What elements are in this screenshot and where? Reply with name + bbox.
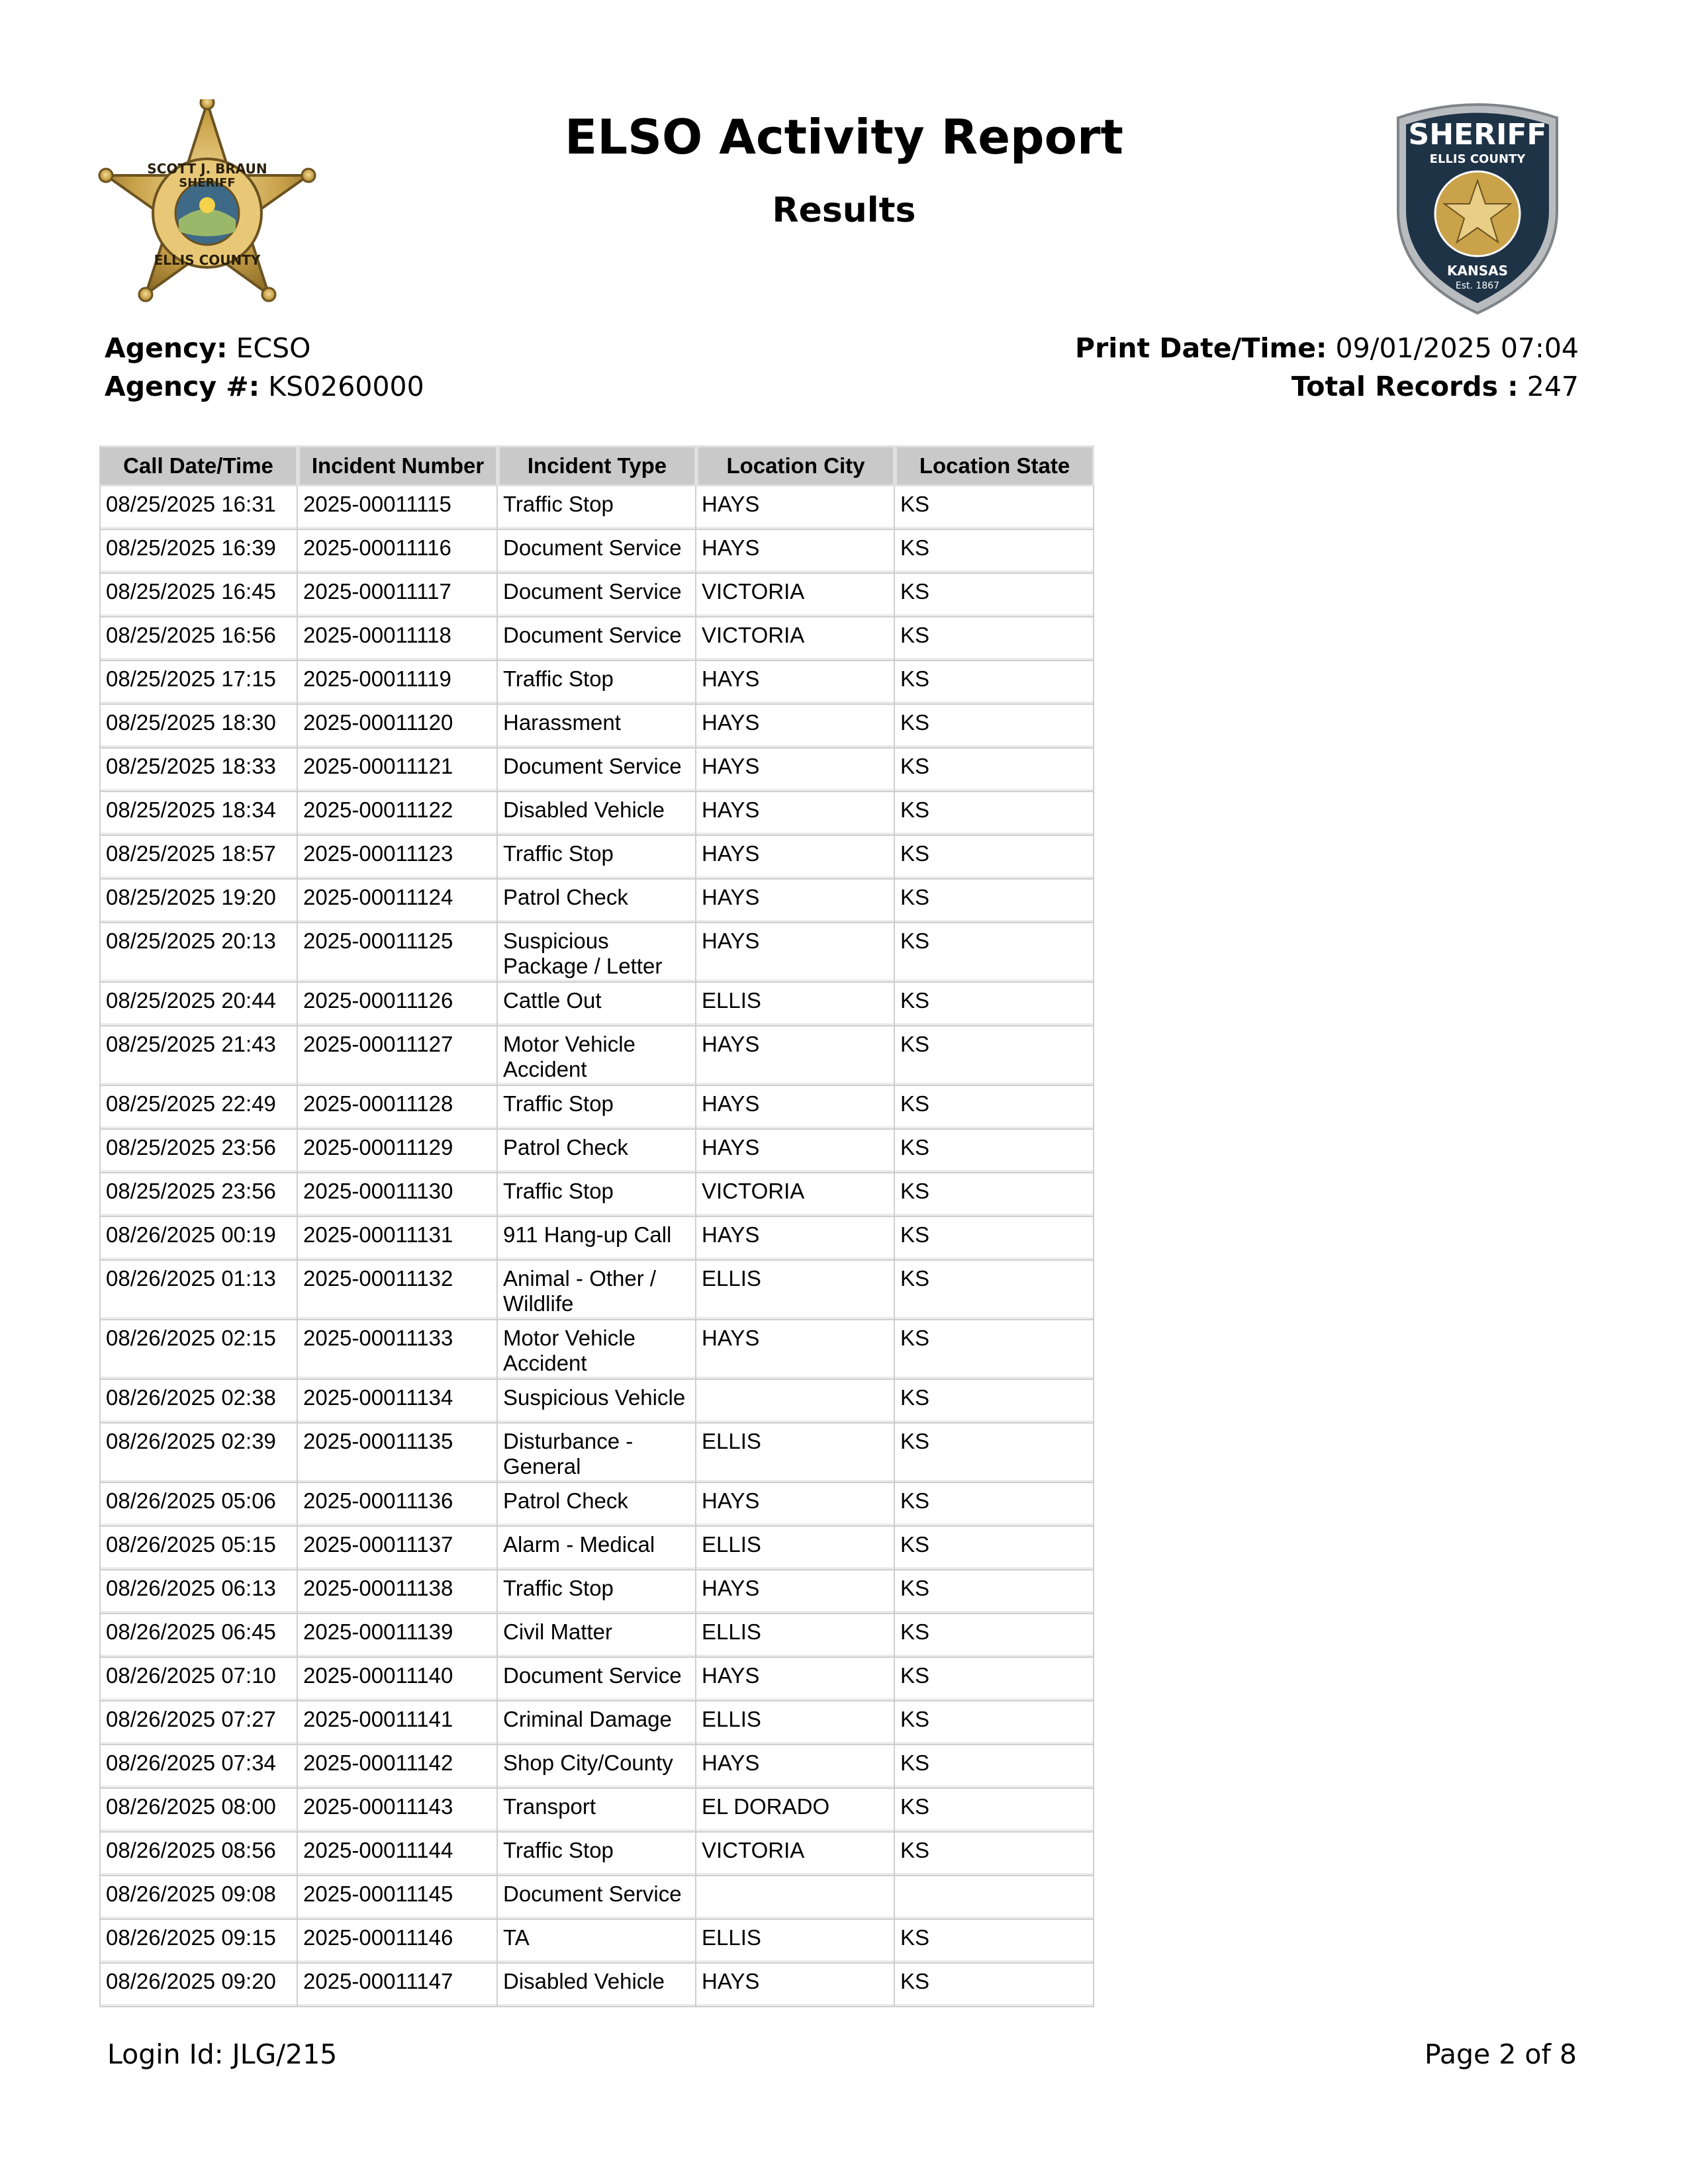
column-header: Location City [696,445,895,486]
incident-type-cell: Patrol Check [498,880,696,923]
agency-number-line [105,367,424,406]
incident-number-cell: 2025-00011131 [298,1217,498,1261]
call-datetime-cell: 08/26/2025 07:10 [99,1658,298,1702]
column-header: Location State [895,445,1094,486]
table-row [99,1320,1094,1380]
location-city-cell: HAYS [696,486,895,530]
location-city-cell: ELLIS [696,1527,895,1570]
location-state-cell: KS [895,1424,1094,1483]
call-datetime-cell: 08/25/2025 17:15 [99,661,298,705]
incident-type-cell: Document Service [498,574,696,617]
agency-number-label: Agency #: [105,371,260,402]
incident-number-cell: 2025-00011115 [298,486,498,530]
location-city-cell: ELLIS [696,1424,895,1483]
login-id: Login Id: JLG/215 [107,2038,338,2070]
location-state-cell: KS [895,836,1094,880]
incident-type-cell: Suspicious Package / Letter [498,923,696,983]
incident-number-cell: 2025-00011123 [298,836,498,880]
location-state-cell: KS [895,1789,1094,1833]
location-city-cell: HAYS [696,1658,895,1702]
location-city-cell: HAYS [696,923,895,983]
incident-type-cell: Criminal Damage [498,1702,696,1745]
call-datetime-cell: 08/25/2025 18:33 [99,749,298,792]
incident-number-cell: 2025-00011121 [298,749,498,792]
incident-type-cell: Disabled Vehicle [498,1964,696,2007]
table-row [99,923,1094,983]
call-datetime-cell: 08/25/2025 21:43 [99,1026,298,1086]
print-date-label: Print Date/Time: [1075,332,1327,364]
print-date-line [1075,329,1579,367]
column-header: Incident Type [498,445,696,486]
call-datetime-cell: 08/26/2025 05:06 [99,1483,298,1527]
call-datetime-cell: 08/25/2025 18:34 [99,792,298,836]
star-logo-county: ELLIS COUNTY [154,252,261,268]
table-row [99,1130,1094,1173]
report-title: ELSO Activity Report [565,109,1123,165]
incident-type-cell: Traffic Stop [498,661,696,705]
incident-number-cell: 2025-00011127 [298,1026,498,1086]
location-city-cell: HAYS [696,1217,895,1261]
call-datetime-cell: 08/25/2025 18:30 [99,705,298,749]
table-row [99,1424,1094,1483]
incident-type-cell: Traffic Stop [498,836,696,880]
call-datetime-cell: 08/26/2025 09:15 [99,1920,298,1964]
call-datetime-cell: 08/26/2025 02:38 [99,1380,298,1424]
location-state-cell: KS [895,1527,1094,1570]
incident-type-cell: Traffic Stop [498,1570,696,1614]
table-row [99,574,1094,617]
location-state-cell: KS [895,1320,1094,1380]
incident-type-cell: Patrol Check [498,1483,696,1527]
agency-info [105,329,424,406]
location-state-cell: KS [895,1173,1094,1217]
call-datetime-cell: 08/26/2025 07:27 [99,1702,298,1745]
incident-number-cell: 2025-00011122 [298,792,498,836]
location-state-cell: KS [895,923,1094,983]
table-row [99,880,1094,923]
location-state-cell: KS [895,792,1094,836]
table-row [99,1217,1094,1261]
location-state-cell: KS [895,705,1094,749]
location-city-cell: VICTORIA [696,574,895,617]
table-row [99,749,1094,792]
table-row [99,792,1094,836]
patch-est-text: Est. 1867 [1455,281,1500,291]
location-city-cell: HAYS [696,836,895,880]
call-datetime-cell: 08/25/2025 23:56 [99,1173,298,1217]
column-header: Incident Number [298,445,498,486]
incident-type-cell: Harassment [498,705,696,749]
incident-type-cell: Transport [498,1789,696,1833]
incident-type-cell: Traffic Stop [498,1173,696,1217]
location-city-cell: HAYS [696,1964,895,2007]
incident-type-cell: Alarm - Medical [498,1527,696,1570]
incident-type-cell: Traffic Stop [498,1086,696,1130]
total-records-label: Total Records : [1291,371,1519,402]
table-row [99,1380,1094,1424]
location-state-cell: KS [895,983,1094,1026]
incident-number-cell: 2025-00011126 [298,983,498,1026]
incident-number-cell: 2025-00011118 [298,617,498,661]
page-number: Page 2 of 8 [1424,2038,1577,2070]
table-row [99,1261,1094,1320]
table-row [99,1614,1094,1658]
star-logo-name: SCOTT J. BRAUN [147,161,267,177]
location-state-cell: KS [895,1130,1094,1173]
table-row [99,1920,1094,1964]
location-city-cell [696,1380,895,1424]
table-row [99,1833,1094,1876]
call-datetime-cell: 08/25/2025 19:20 [99,880,298,923]
location-city-cell: HAYS [696,530,895,574]
table-row [99,1527,1094,1570]
incident-type-cell: Document Service [498,749,696,792]
incident-number-cell: 2025-00011137 [298,1527,498,1570]
incident-number-cell: 2025-00011116 [298,530,498,574]
location-city-cell: HAYS [696,1570,895,1614]
table-row [99,1026,1094,1086]
incident-number-cell: 2025-00011132 [298,1261,498,1320]
call-datetime-cell: 08/25/2025 23:56 [99,1130,298,1173]
table-row [99,1964,1094,2007]
incident-number-cell: 2025-00011141 [298,1702,498,1745]
call-datetime-cell: 08/26/2025 08:56 [99,1833,298,1876]
call-datetime-cell: 08/26/2025 06:13 [99,1570,298,1614]
location-city-cell: HAYS [696,1320,895,1380]
incident-type-cell: Motor Vehicle Accident [498,1026,696,1086]
location-state-cell: KS [895,574,1094,617]
incident-number-cell: 2025-00011117 [298,574,498,617]
agency-line [105,329,424,367]
table-row [99,1483,1094,1527]
table-row [99,1789,1094,1833]
table-body [99,486,1094,2007]
location-city-cell: HAYS [696,705,895,749]
incident-number-cell: 2025-00011125 [298,923,498,983]
call-datetime-cell: 08/26/2025 09:20 [99,1964,298,2007]
location-city-cell: ELLIS [696,1702,895,1745]
incident-type-cell: Traffic Stop [498,486,696,530]
agency-value: ECSO [236,332,311,364]
call-datetime-cell: 08/26/2025 05:15 [99,1527,298,1570]
location-state-cell [895,1876,1094,1920]
location-city-cell: HAYS [696,1026,895,1086]
incident-type-cell: Motor Vehicle Accident [498,1320,696,1380]
location-city-cell: ELLIS [696,1920,895,1964]
location-city-cell: VICTORIA [696,1833,895,1876]
incident-type-cell: Disabled Vehicle [498,792,696,836]
location-state-cell: KS [895,1086,1094,1130]
location-state-cell: KS [895,1658,1094,1702]
incident-type-cell: Document Service [498,1876,696,1920]
incident-number-cell: 2025-00011142 [298,1745,498,1789]
column-header: Call Date/Time [99,445,298,486]
call-datetime-cell: 08/25/2025 20:13 [99,923,298,983]
call-datetime-cell: 08/25/2025 16:45 [99,574,298,617]
incident-number-cell: 2025-00011130 [298,1173,498,1217]
print-info [1075,329,1579,406]
call-datetime-cell: 08/25/2025 18:57 [99,836,298,880]
location-state-cell: KS [895,1261,1094,1320]
call-datetime-cell: 08/26/2025 08:00 [99,1789,298,1833]
incident-type-cell: Document Service [498,617,696,661]
location-state-cell: KS [895,1833,1094,1876]
incident-type-cell: Civil Matter [498,1614,696,1658]
call-datetime-cell: 08/26/2025 06:45 [99,1614,298,1658]
incident-number-cell: 2025-00011140 [298,1658,498,1702]
call-datetime-cell: 08/25/2025 20:44 [99,983,298,1026]
incident-number-cell: 2025-00011134 [298,1380,498,1424]
location-state-cell: KS [895,1217,1094,1261]
location-city-cell: HAYS [696,1130,895,1173]
table-row [99,1658,1094,1702]
total-records-line [1075,367,1579,406]
table-row [99,836,1094,880]
activity-table [99,445,1094,2007]
call-datetime-cell: 08/25/2025 16:39 [99,530,298,574]
call-datetime-cell: 08/26/2025 02:15 [99,1320,298,1380]
incident-type-cell: Patrol Check [498,1130,696,1173]
incident-number-cell: 2025-00011133 [298,1320,498,1380]
location-city-cell: VICTORIA [696,617,895,661]
incident-number-cell: 2025-00011139 [298,1614,498,1658]
call-datetime-cell: 08/26/2025 02:39 [99,1424,298,1483]
incident-number-cell: 2025-00011124 [298,880,498,923]
table-row [99,705,1094,749]
report-subtitle: Results [772,191,916,230]
table-row [99,1173,1094,1217]
patch-county-text: ELLIS COUNTY [1429,152,1526,166]
incident-type-cell: TA [498,1920,696,1964]
location-state-cell: KS [895,1964,1094,2007]
location-state-cell: KS [895,530,1094,574]
agency-label: Agency: [105,332,228,364]
location-city-cell: HAYS [696,880,895,923]
table-row [99,486,1094,530]
location-state-cell: KS [895,1483,1094,1527]
patch-sheriff-text: SHERIFF [1408,118,1547,152]
incident-type-cell: Animal - Other / Wildlife [498,1261,696,1320]
location-city-cell: ELLIS [696,1614,895,1658]
incident-number-cell: 2025-00011146 [298,1920,498,1964]
call-datetime-cell: 08/26/2025 01:13 [99,1261,298,1320]
incident-number-cell: 2025-00011138 [298,1570,498,1614]
incident-number-cell: 2025-00011147 [298,1964,498,2007]
location-state-cell: KS [895,749,1094,792]
location-state-cell: KS [895,661,1094,705]
location-state-cell: KS [895,1745,1094,1789]
incident-type-cell: Suspicious Vehicle [498,1380,696,1424]
call-datetime-cell: 08/26/2025 07:34 [99,1745,298,1789]
call-datetime-cell: 08/25/2025 16:56 [99,617,298,661]
incident-number-cell: 2025-00011119 [298,661,498,705]
call-datetime-cell: 08/25/2025 16:31 [99,486,298,530]
call-datetime-cell: 08/26/2025 00:19 [99,1217,298,1261]
table-row [99,983,1094,1026]
location-city-cell: VICTORIA [696,1173,895,1217]
location-city-cell: ELLIS [696,1261,895,1320]
location-city-cell [696,1876,895,1920]
location-state-cell: KS [895,617,1094,661]
location-city-cell: HAYS [696,749,895,792]
table-row [99,530,1094,574]
call-datetime-cell: 08/25/2025 22:49 [99,1086,298,1130]
incident-type-cell: Document Service [498,530,696,574]
table-row [99,1876,1094,1920]
location-state-cell: KS [895,1570,1094,1614]
location-state-cell: KS [895,1614,1094,1658]
location-city-cell: HAYS [696,792,895,836]
incident-number-cell: 2025-00011136 [298,1483,498,1527]
agency-number-value: KS0260000 [268,371,424,402]
location-city-cell: HAYS [696,1483,895,1527]
incident-type-cell: Cattle Out [498,983,696,1026]
incident-type-cell: Document Service [498,1658,696,1702]
location-state-cell: KS [895,1026,1094,1086]
table-row [99,1086,1094,1130]
table-row [99,661,1094,705]
incident-type-cell: 911 Hang-up Call [498,1217,696,1261]
call-datetime-cell: 08/26/2025 09:08 [99,1876,298,1920]
table-row [99,1745,1094,1789]
incident-number-cell: 2025-00011144 [298,1833,498,1876]
incident-number-cell: 2025-00011129 [298,1130,498,1173]
location-city-cell: ELLIS [696,983,895,1026]
incident-type-cell: Shop City/County [498,1745,696,1789]
location-city-cell: EL DORADO [696,1789,895,1833]
location-city-cell: HAYS [696,1745,895,1789]
location-state-cell: KS [895,486,1094,530]
print-date-value: 09/01/2025 07:04 [1335,332,1579,364]
total-records-value: 247 [1526,371,1579,402]
incident-number-cell: 2025-00011128 [298,1086,498,1130]
table-row [99,1702,1094,1745]
incident-number-cell: 2025-00011135 [298,1424,498,1483]
star-logo-title: SHERIFF [179,176,236,190]
incident-number-cell: 2025-00011145 [298,1876,498,1920]
location-state-cell: KS [895,880,1094,923]
patch-state-text: KANSAS [1446,263,1509,279]
incident-type-cell: Traffic Stop [498,1833,696,1876]
location-state-cell: KS [895,1920,1094,1964]
location-city-cell: HAYS [696,661,895,705]
table-row [99,617,1094,661]
incident-type-cell: Disturbance - General [498,1424,696,1483]
incident-number-cell: 2025-00011143 [298,1789,498,1833]
location-state-cell: KS [895,1380,1094,1424]
location-city-cell: HAYS [696,1086,895,1130]
table-header-row [99,445,1094,486]
location-state-cell: KS [895,1702,1094,1745]
incident-number-cell: 2025-00011120 [298,705,498,749]
table-row [99,1570,1094,1614]
